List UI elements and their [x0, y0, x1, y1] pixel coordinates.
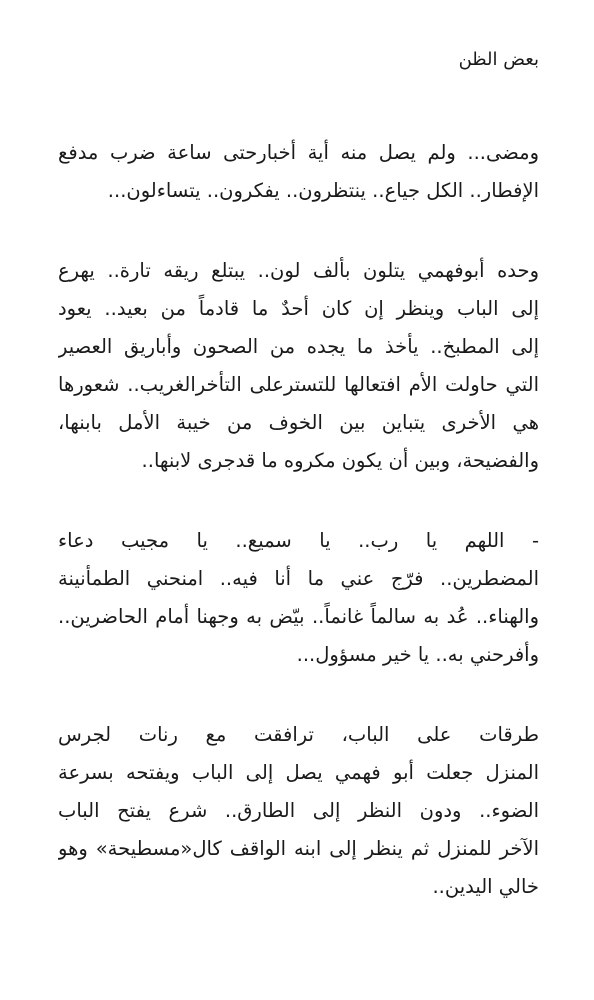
- paragraph-2: [58, 252, 539, 480]
- paragraph-3-prayer: [58, 522, 539, 674]
- text-line: خالي اليدين..: [432, 875, 539, 898]
- text-line: طرقات على الباب، ترافقت مع رنات لجرس: [58, 723, 539, 746]
- text-line: التي حاولت الأم افتعالها للتسترعلى التأخرالغريب.. شعورها: [58, 373, 539, 396]
- paragraph-4: [58, 716, 539, 906]
- text-line: الآخر للمنزل ثم ينظر إلى ابنه الواقف كال«مسطيحة» وهو: [58, 837, 539, 860]
- text-line: وحده أبوفهمي يتلون بألف لون.. يبتلع ريقه تارة.. يهرع: [58, 259, 539, 282]
- text-line: وأفرحني به.. يا خير مسؤول...: [296, 643, 539, 666]
- paragraph-1: [58, 134, 539, 210]
- text-line: إلى المطبخ.. يأخذ ما يجده من الصحون وأباريق العصير: [58, 335, 539, 358]
- text-line: هي الأخرى يتباين بين الخوف من خيبة الأمل بابنها،: [58, 411, 539, 434]
- text-line: المنزل جعلت أبو فهمي يصل إلى الباب ويفتحه بسرعة: [58, 761, 539, 784]
- text-line: المضطرين.. فرّج عني ما أنا فيه.. امنحني الطمأنينة: [58, 567, 539, 590]
- text-line: الضوء.. ودون النظر إلى الطارق.. شرع يفتح الباب: [58, 799, 539, 822]
- text-line: - اللهم يا رب.. يا سميع.. يا مجيب دعاء: [58, 529, 539, 552]
- text-line: ومضى... ولم يصل منه أية أخبارحتى ساعة ضرب مدفع: [58, 141, 539, 164]
- text-line: إلى الباب وينظر إن كان أحدٌ ما قادماً من بعيد.. يعود: [58, 297, 539, 320]
- text-line: والفضيحة، وبين أن يكون مكروه ما قدجرى لابنها..: [141, 449, 539, 472]
- text-line: الإفطار.. الكل جياع.. ينتظرون.. يفكرون.. يتساءلون...: [107, 179, 539, 202]
- text-line: والهناء.. عُد به سالماً غانماً.. بيّض به وجهنا أمام الحاضرين..: [58, 605, 539, 628]
- running-header: بعض الظن: [458, 49, 539, 70]
